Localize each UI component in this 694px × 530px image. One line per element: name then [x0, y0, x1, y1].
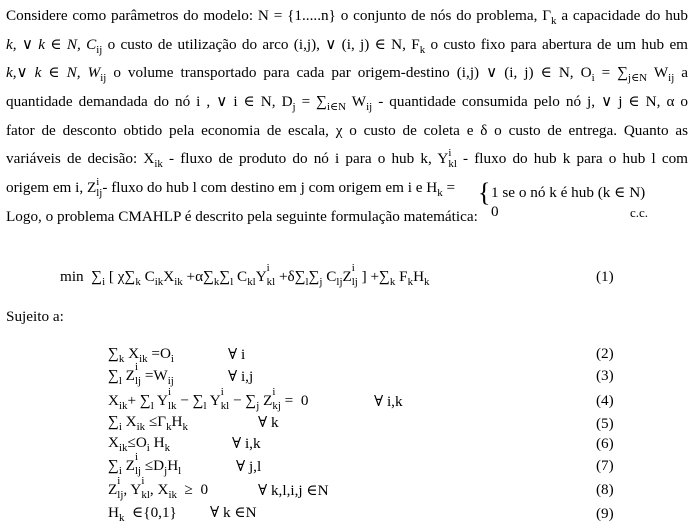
equation-number-5: (5) [596, 415, 614, 432]
equation-number-8: (8) [596, 481, 614, 498]
forall-3: ∀ i,j [228, 368, 254, 385]
para-line-8: Logo, o problema CMAHLP é descrito pela seguinte formulação matemática: [6, 207, 478, 225]
forall-4: ∀ i,k [374, 393, 403, 410]
para-line-1: Considere como parâmetros do modelo: N = {1.....n} o conjunto de nós do problema, $\Gamma_k$ a capacidade do hub [6, 7, 688, 27]
forall-2: ∀ i [228, 346, 246, 363]
subject-to-label: Sujeito a: [6, 308, 64, 325]
equation-number-9: (9) [596, 505, 614, 522]
para-line-5: fator de desconto obtido pela economia de escala, χ o custo de coleta e δ o custo de entrega. Quanto as [6, 121, 688, 139]
equation-number-3: (3) [596, 367, 614, 384]
forall-8: ∀ k,l,i,j ∈N [258, 482, 329, 499]
equation-number-2: (2) [596, 345, 614, 362]
constraint-9: $H_k$ ∈{0,1} [108, 504, 177, 524]
constraint-7: $\sum_i$ Z i $_{lj} \le D_jH_l$ [108, 450, 182, 477]
constraint-3: $\sum_l$ Z i $_{lj} =W_{ij}$ [108, 360, 174, 387]
forall-5: ∀ k [258, 414, 279, 431]
forall-6: ∀ i,k [232, 435, 261, 452]
equation-number-7: (7) [596, 457, 614, 474]
para-line-2: k, ∨ k ∈ N, $C_{ij}$ o custo de utilização do arco (i,j), ∨ (i, j) ∈ N, $F_k$ o custo fixo para abertura de um hub em [6, 35, 688, 56]
equation-number-4: (4) [596, 392, 614, 409]
constraint-8: Z i $_{lj}$, Y i $_{kl}$, $X_{ik} \ge 0$ [108, 474, 209, 501]
para-line-3: k,∨ k ∈ N, $W_{ij}$ o volume transportado para cada par origem-destino (i,j) ∨ (i, j) ∈ N, $O_i = \sum_{j\in N}$ $W_{ij}$ a [6, 64, 688, 85]
case-1: 1 se o nó k é hub (k ∈ N) [491, 184, 646, 201]
para-line-6: variáveis de decisão: $X_{ik}$ - fluxo de produto do nó i para o hub k, Y i $_{kl}$ - fluxo do hub k para o hub l com [6, 147, 688, 171]
left-brace: { [478, 178, 491, 207]
constraint-5: $\sum_i$ $X_{ik} \le\Gamma_kH_k$ [108, 413, 188, 433]
forall-9: ∀ k ∈N [210, 504, 257, 521]
forall-7: ∀ j,l [236, 458, 262, 475]
constraint-4: $X_{ik}+ \sum_l$ Y i $_{lk} - \sum_l$ Y i $_{kl} - \sum_j$ Z i $_{kj}$ = 0 [108, 385, 309, 412]
constraint-6: $X_{ik}\le O_i$ $H_k$ [108, 434, 171, 454]
case-2-condition: c.c. [630, 205, 649, 220]
constraint-2: $\sum_k$ $X_{ik} =O_i$ [108, 345, 174, 365]
objective-function: $\min \sum_i$ [ $\chi\sum_k$ $C_{ik}X_{ik} +\alpha\sum_k\sum_l$ $C_{kl}Y$ i $_{kl} +\delta\sum_l\sum_j$ $C_{lj}Z$ i $_{lj}$ ] $+\sum_k$ $F_kH_k$ [60, 261, 430, 288]
para-line-4: quantidade demandada do nó i , ∨ i ∈ N, $D_j = \sum_{i\in N}$ $W_{ij}$ - quantidade consumida pelo nó j, ∨ j ∈ N, α o [6, 93, 688, 113]
case-2: 0 [491, 203, 499, 220]
para-line-7: origem em i, Z i $_{lj}$- fluxo do hub l com destino em j com origem em i e $H_k$ = [6, 176, 456, 199]
equation-number-1: (1) [596, 268, 614, 285]
equation-number-6: (6) [596, 435, 614, 452]
